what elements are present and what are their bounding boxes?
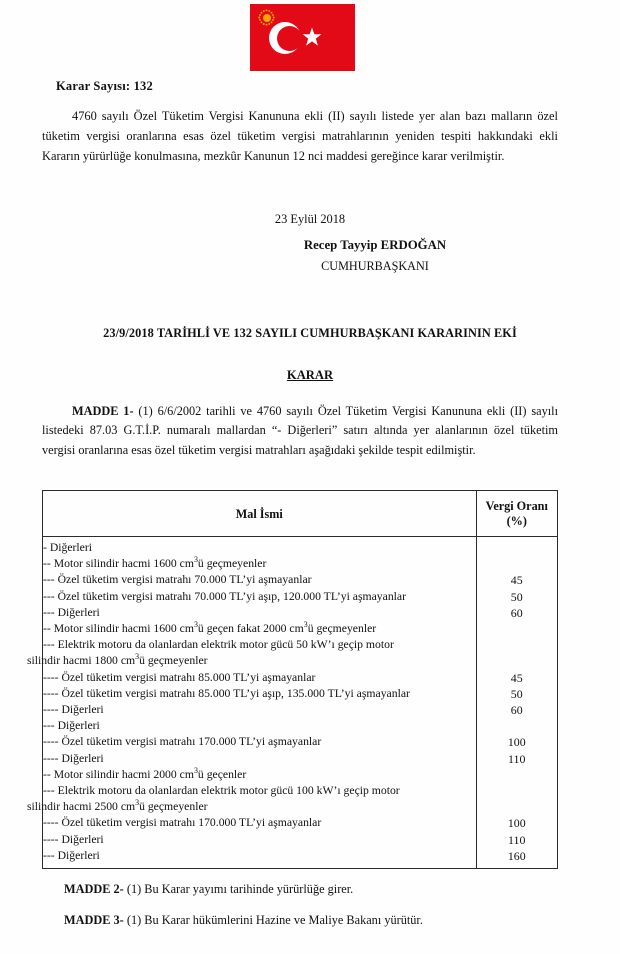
table-cell-tax-rate: 100 [507,816,526,831]
annex-heading: 23/9/2018 TARİHLİ VE 132 SAYILI CUMHURBAŞKANI KARARININ EKİ [103,326,517,340]
table-cell-goods-name: ---- Diğerleri [43,832,476,848]
table-cell-goods-name: ---- Özel tüketim vergisi matrahı 170.000 TL’yi aşmayanlar [43,815,476,831]
table-row [43,686,557,702]
table-header-row [43,491,557,537]
table-row [43,637,557,669]
table-body [27,537,557,869]
table-cell-tax-rate: 100 [507,735,526,750]
table-row [43,783,557,815]
table-row [43,556,557,572]
table-cell-tax-rate: 60 [510,703,523,718]
table-cell-tax-rate [476,718,557,734]
table-cell-goods-name: -- Motor silindir hacmi 1600 $cm^3ü$ geçmeyenler [43,556,476,572]
madde2-label: MADDE 2- [64,882,124,896]
table-cell-tax-rate [476,637,557,669]
madde2-paragraph [64,882,353,897]
table-row [43,670,557,686]
madde1-label: MADDE 1- [72,404,134,418]
madde1-text: (1) 6/6/2002 tarihli ve 4760 sayılı Özel Tüketim Vergisi Kanununa ekli (II) sayılı listedeki 87.03 G.T.İ.P. numaralı mallardan “- Diğerleri” satırı altında yer alanlarının özel tüketim vergisi oranlarına esas özel tüketim vergisi matrahları aşağıdaki şekilde tespit edilmiştir. [42,404,558,457]
table-cell-goods-name: ---- Özel tüketim vergisi matrahı 85.000 TL’yi aşmayanlar [43,670,476,686]
table-cell-tax-rate [476,767,557,783]
karar-heading-text: KARAR [286,368,334,382]
column-header-tax-rate-line1: Vergi Oranı [485,499,548,513]
table-cell-tax-rate: 110 [508,832,526,847]
table-row [43,537,557,557]
table-row [43,848,557,868]
table-cell-tax-rate: 110 [508,751,526,766]
table-cell-tax-rate [476,556,557,572]
table-row [43,751,557,767]
madde3-label: MADDE 3- [64,913,124,927]
table-cell-goods-name: - Diğerleri [43,537,476,557]
table-cell-tax-rate [476,783,557,815]
table-cell-tax-rate: 160 [507,848,526,863]
table-cell-goods-name: --- Özel tüketim vergisi matrahı 70.000 TL’yi aşmayanlar [43,572,476,588]
table-cell-tax-rate: 45 [510,573,523,588]
table-row [43,815,557,831]
table-row [43,605,557,621]
table-cell-goods-name: --- Diğerleri [43,718,476,734]
turkish-flag [250,4,355,71]
madde3-paragraph [64,913,423,928]
karar-sayisi-line: Karar Sayısı: 132 [56,79,153,93]
madde1-paragraph [42,402,558,460]
table-row [43,572,557,588]
table-row [43,734,557,750]
decision-date: 23 Eylül 2018 [274,212,346,226]
table-cell-tax-rate: 45 [510,670,523,685]
table-row [43,767,557,783]
madde2-text: (1) Bu Karar yayımı tarihinde yürürlüğe girer. [123,882,354,896]
table-cell-goods-name: ---- Diğerleri [43,751,476,767]
table-cell-tax-rate [476,537,557,557]
crescent-cutout [277,26,302,51]
signatory-title: CUMHURBAŞKANI [321,259,429,273]
table-cell-goods-name: --- Elektrik motoru da olanlardan elektrik motor gücü 50 kW’ı geçip motor silindir hacmi 1800 $cm^3ü$ geçmeyenler [43,637,476,669]
table-row [43,718,557,734]
table-cell-goods-name: -- Motor silindir hacmi 2000 $cm^3ü$ geçenler [43,767,476,783]
sun-core [263,14,271,22]
table-row [43,589,557,605]
table-cell-tax-rate: 60 [510,605,523,620]
table-cell-goods-name: --- Diğerleri [43,605,476,621]
table-row [43,832,557,848]
tax-rate-table [27,490,558,869]
karar-heading [0,368,620,383]
madde3-text: (1) Bu Karar hükümlerini Hazine ve Maliye Bakanı yürütür. [123,913,423,927]
table-cell-tax-rate [476,621,557,637]
table-cell-tax-rate: 50 [510,686,523,701]
table-cell-goods-name: --- Elektrik motoru da olanlardan elektrik motor gücü 100 kW’ı geçip motor silindir hacmi 2500 $cm^3ü$ geçmeyenler [43,783,476,815]
intro-paragraph: 4760 sayılı Özel Tüketim Vergisi Kanununa ekli (II) sayılı listede yer alan bazı malların özel tüketim vergisi oranlarına esas özel tüketim vergisi matrahlarının yeniden tespiti hakkındaki ekli Kararın yürürlüğe konulmasına, mezkûr Kanunun 12 nci maddesi gereğince karar verilmiştir. [42,109,558,163]
sun-emblem-icon [258,9,275,26]
column-header-goods-name: Mal İsmi [43,491,476,537]
table-cell-goods-name: ---- Özel tüketim vergisi matrahı 170.000 TL’yi aşmayanlar [43,734,476,750]
table-cell-goods-name: --- Özel tüketim vergisi matrahı 70.000 TL’yi aşıp, 120.000 TL’yi aşmayanlar [43,589,476,605]
star-icon [302,27,322,47]
table-cell-goods-name: --- Diğerleri [43,848,476,868]
flag-field [250,4,355,71]
table-row [43,621,557,637]
column-header-tax-rate-line2: (%) [506,514,527,528]
table-row [43,702,557,718]
signatory-name: Recep Tayyip ERDOĞAN [303,238,447,252]
table-cell-tax-rate: 50 [510,589,523,604]
column-header-tax-rate [476,491,557,537]
table-cell-goods-name: ---- Özel tüketim vergisi matrahı 85.000 TL’yi aşıp, 135.000 TL’yi aşmayanlar [43,686,476,702]
table-cell-goods-name: ---- Diğerleri [43,702,476,718]
table-cell-goods-name: -- Motor silindir hacmi 1600 $cm^3ü$ geçen fakat 2000 $cm^3ü$ geçmeyenler [43,621,476,637]
